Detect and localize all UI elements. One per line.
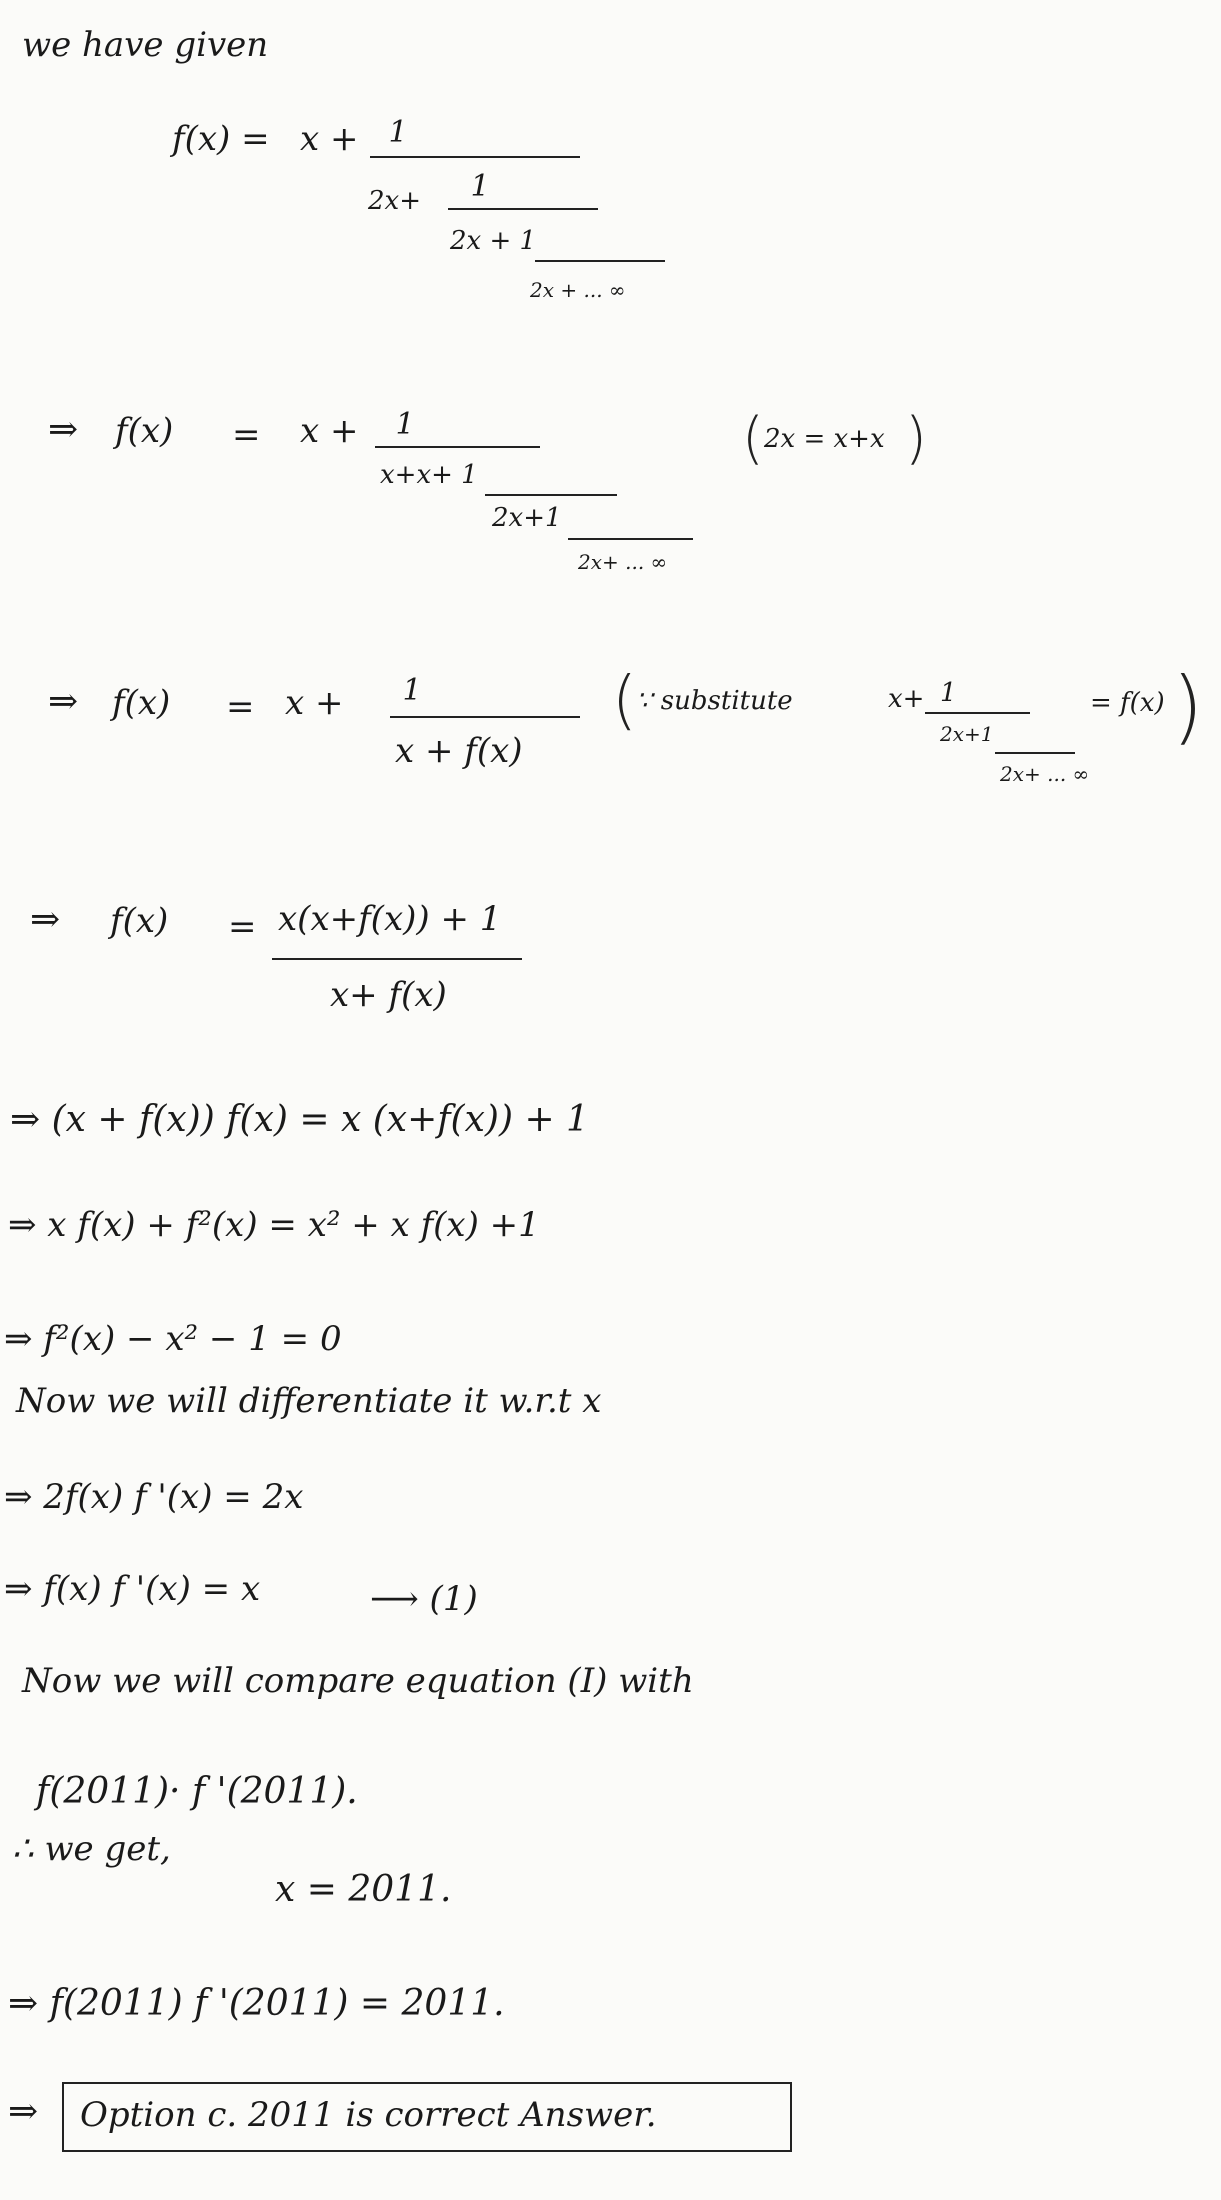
denominator: 2x + ... ∞: [530, 278, 626, 302]
therefore-text: ∴ we get,: [12, 1829, 171, 1869]
implies-arrow: ⇒: [48, 681, 79, 722]
side-note-numerator: 1: [940, 678, 957, 708]
fraction-bar: [925, 712, 1030, 714]
side-note-denominator: 2x+ ... ∞: [1000, 762, 1090, 786]
step-multiply: ⇒ (x + f(x)) f(x) = x (x+f(x)) + 1: [10, 1099, 589, 1140]
fraction-bar: [390, 716, 580, 718]
implies-arrow: ⇒: [30, 899, 61, 940]
fraction-bar: [535, 260, 665, 262]
equation-reference: ⟶ (1): [370, 1579, 478, 1619]
equals-sign: =: [232, 415, 261, 455]
side-note-rhs: = f(x): [1090, 688, 1165, 718]
step-expand: ⇒ x f(x) + f²(x) = x² + x f(x) +1: [8, 1205, 540, 1245]
fraction-bar: [370, 156, 580, 158]
denominator: x+ f(x): [330, 975, 447, 1015]
equals-sign: =: [228, 907, 257, 947]
f-lhs: f(x): [115, 411, 174, 451]
denominator: 2x+1: [492, 503, 562, 533]
f-lhs: f(x): [110, 901, 169, 941]
fraction-bar: [568, 538, 693, 540]
denominator: 2x+ ... ∞: [578, 550, 668, 574]
denominator: x + f(x): [395, 731, 523, 771]
f-lhs: f(x) =: [172, 119, 270, 159]
numerator: 1: [402, 673, 422, 708]
intro-text: we have given: [22, 25, 269, 65]
side-note-prefix: ∵ substitute: [636, 686, 793, 716]
implies-arrow: ⇒: [8, 2091, 39, 2132]
implies-arrow: ⇒: [48, 409, 79, 450]
f-lhs: f(x): [112, 683, 171, 723]
side-note: 2x = x+x: [764, 424, 885, 454]
step-derivative: ⇒ 2f(x) f '(x) = 2x: [4, 1477, 304, 1517]
denominator: 2x + 1: [450, 226, 537, 256]
side-note-x: x+: [888, 684, 925, 714]
side-note-denominator: 2x+1: [940, 722, 994, 746]
equals-sign: =: [226, 687, 255, 727]
fraction-bar: [485, 494, 617, 496]
step-simplify: ⇒ f²(x) − x² − 1 = 0: [4, 1319, 342, 1359]
fraction-bar: [995, 752, 1075, 754]
result-equation: ⇒ f(2011) f '(2011) = 2011.: [8, 1983, 505, 2024]
close-paren: ): [1172, 660, 1204, 753]
numerator: 1: [395, 407, 415, 442]
numerator: 1: [470, 169, 490, 204]
numerator: x(x+f(x)) + 1: [278, 899, 502, 939]
answer-text: Option c. 2011 is correct Answer.: [80, 2095, 657, 2135]
x-plus: x +: [300, 119, 359, 159]
target-expression: f(2011)· f '(2011).: [36, 1771, 358, 1812]
x-value: x = 2011.: [275, 1869, 452, 1910]
open-paren: (: [742, 406, 764, 471]
close-paren: ): [905, 406, 927, 471]
denominator: x+x+ 1: [380, 460, 478, 490]
fraction-bar: [448, 208, 598, 210]
denominator: 2x+: [368, 186, 421, 216]
step-equation-1: ⇒ f(x) f '(x) = x: [4, 1569, 261, 1609]
compare-text: Now we will compare equation (I) with: [22, 1661, 694, 1701]
fraction-bar: [272, 958, 522, 960]
open-paren: (: [612, 664, 637, 738]
numerator: 1: [388, 115, 408, 150]
x-plus: x +: [300, 411, 359, 451]
fraction-bar: [375, 446, 540, 448]
x-plus: x +: [285, 683, 344, 723]
differentiate-text: Now we will differentiate it w.r.t x: [16, 1381, 602, 1421]
